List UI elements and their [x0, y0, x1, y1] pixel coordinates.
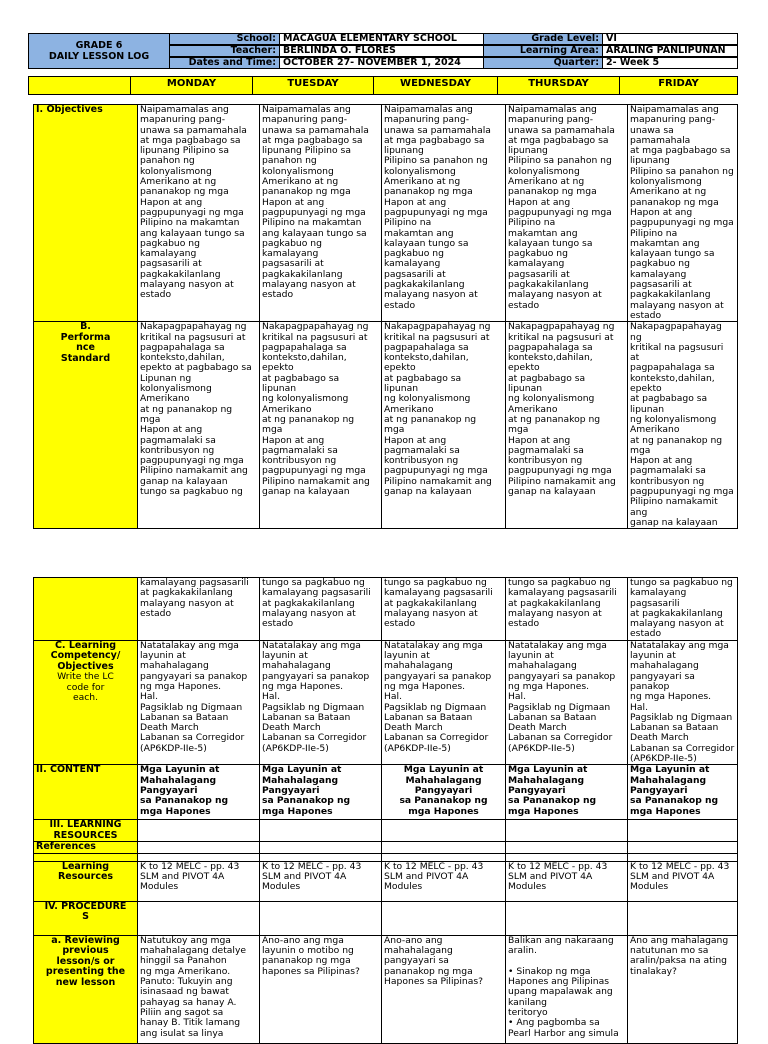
learning-resources-thursday: K to 12 MELC - pp. 43 SLM and PIVOT 4A Modules: [506, 861, 628, 901]
objectives-monday: Naipamamalas ang mapanuring pang- unawa sa pamamahala at mga pagbabago sa lipunang Pilipino sa panahon ng kolonyalismong Amerikano at ng pananakop ng mga Hapon at ang pagpupunyagi ng mga Pilipino na makamtan ang kalayaan tungo sa pagkabuo ng kamalayang pagsasarili at pagkakakilanlang malayang nasyon at estado: [138, 105, 260, 322]
competency-text: Natatalakay ang mga layunin at mahahalagang pangyayari sa panakop ng mga Hapones. Hal. Pagsiklab ng Digmaan Labanan sa Bataan Death March Labanan sa Corregidor: [384, 639, 492, 744]
competency-tuesday: [260, 640, 382, 765]
performance-label: B. Performa nce Standard: [34, 322, 138, 529]
school-label: School:: [170, 33, 280, 45]
empty-cell: [628, 820, 738, 842]
reviewing-thursday: Balikan ang nakaraang aralin. • Sinakop ng mga Hapones ang Pilipinas upang mapalawak ang kanilang teritoryo • Ang pagbomba sa Pearl Harbor ang simula: [506, 935, 628, 1043]
objectives-row: [34, 105, 738, 322]
content-monday: Mga Layunin at Mahahalagang Pangyayari sa Pananakop ng mga Hapones: [138, 765, 260, 820]
competency-text: Natatalakay ang mga layunin at mahahalagang pangyayari sa panakop ng mga Hapones. Hal. Pagsiklab ng Digmaan Labanan sa Bataan Death March Labanan sa Corregidor: [262, 639, 370, 744]
reviewing-friday: Ano ang mahalagang natutunan mo sa aralin/paksa na ating tinalakay?: [628, 935, 738, 1043]
teacher-label: Teacher:: [170, 45, 280, 57]
continuation-row: [34, 578, 738, 641]
content-tuesday: Mga Layunin at Mahahalagang Pangyayari sa Pananakop ng mga Hapones: [260, 765, 382, 820]
objectives-tuesday: Naipamamalas ang mapanuring pang- unawa sa pamamahala at mga pagbabago sa lipunang Pilipino sa panahon ng kolonyalismong Amerikano at ng pananakop ng mga Hapon at ang pagpupunyagi ng mga Pilipino na makamtan ang kalayaan tungo sa pagkabuo ng kamalayang pagsasarili at pagkakakilanlang malayang nasyon at estado: [260, 105, 382, 322]
content-label: II. CONTENT: [34, 765, 138, 820]
competency-text: Natatalakay ang mga layunin at mahahalagang pangyayari sa panakop ng mga Hapones. Hal. Pagsiklab ng Digmaan Labanan sa Bataan Death March Labanan sa Corregidor: [630, 639, 735, 754]
competency-label: C. Learning Competency/ Objectives: [50, 639, 121, 672]
empty-cell: [382, 842, 506, 854]
competency-text: Natatalakay ang mga layunin at mahahalagang pangyayari sa panakop ng mga Hapones. Hal. Pagsiklab ng Digmaan Labanan sa Bataan Death March Labanan sa Corregidor: [508, 639, 616, 744]
day-thursday: THURSDAY: [497, 77, 619, 94]
references-row: [34, 842, 738, 854]
competency-code: (AP6KDP-IIe-5): [384, 742, 451, 754]
empty-cell: [628, 842, 738, 854]
continuation-tuesday: tungo sa pagkabuo ng kamalayang pagsasarili at pagkakakilanlang malayang nasyon at estado: [260, 578, 382, 641]
performance-thursday: Nakapagpapahayag ng kritikal na pagsusuri at pagpapahalaga sa konteksto,dahilan, epekto at pagbabago sa lipunan ng kolonyalismong Amerikano at ng pananakop ng mga Hapon at ang pagmamalaki sa kontribusyon ng pagpupunyagi ng mga Pilipino namakamit ang ganap na kalayaan: [506, 322, 628, 529]
competency-code: (AP6KDP-IIe-5): [140, 742, 207, 754]
empty-cell: [138, 842, 260, 854]
competency-note: Write the LC code for each.: [57, 671, 114, 704]
competency-row: [34, 640, 738, 765]
learning-resources-wednesday: K to 12 MELC - pp. 43 SLM and PIVOT 4A Modules: [382, 861, 506, 901]
reviewing-label: a. Reviewing previous lesson/s or presenting the new lesson: [34, 935, 138, 1043]
day-monday: MONDAY: [130, 77, 252, 94]
teacher-value: BERLINDA O. FLORES: [280, 45, 484, 57]
references-label: References: [34, 842, 138, 854]
reviewing-wednesday: Ano-ano ang mahahalagang pangyayari sa pananakop ng mga Hapones sa Pilipinas?: [382, 935, 506, 1043]
quarter-value: 2- Week 5: [603, 57, 738, 69]
competency-text: Natatalakay ang mga layunin at mahahalagang pangyayari sa panakop ng mga Hapones. Hal. Pagsiklab ng Digmaan Labanan sa Bataan Death March Labanan sa Corregidor: [140, 639, 248, 744]
empty-cell: [138, 820, 260, 842]
learning-area-value: ARALING PANLIPUNAN: [603, 45, 738, 57]
reviewing-tuesday: Ano-ano ang mga layunin o motibo ng pananakop ng mga hapones sa Pilipinas?: [260, 935, 382, 1043]
learning-resources-monday: K to 12 MELC - pp. 43 SLM and PIVOT 4A Modules: [138, 861, 260, 901]
quarter-label: Quarter:: [484, 57, 603, 69]
school-value: MACAGUA ELEMENTARY SCHOOL: [280, 33, 484, 45]
resources-label: III. LEARNING RESOURCES: [34, 820, 138, 842]
procedures-row: [34, 901, 738, 935]
learning-resources-row: [34, 861, 738, 901]
performance-monday: Nakapagpapahayag ng kritikal na pagsusuri at pagpapahalaga sa konteksto,dahilan, epekto at pagbabago sa Lipunan ng kolonyalismong Amerikano at ng pananakop ng mga Hapon at ang pagmamalaki sa kontribusyon ng pagpupunyagi ng mga Pilipino namakamit ang ganap na kalayaan tungo sa pagkabuo ng: [138, 322, 260, 529]
grade-title-box: [28, 33, 170, 69]
empty-cell: [506, 901, 628, 935]
grade-title: GRADE 6: [75, 40, 123, 51]
empty-cell: [382, 820, 506, 842]
day-friday: FRIDAY: [619, 77, 737, 94]
competency-code: (AP6KDP-IIe-5): [630, 753, 697, 765]
reviewing-row: [34, 935, 738, 1043]
content-row: [34, 765, 738, 820]
competency-code: (AP6KDP-IIe-5): [262, 742, 329, 754]
empty-cell: [628, 901, 738, 935]
grade-level-value: VI: [603, 33, 738, 45]
competency-thursday: [506, 640, 628, 765]
header-row-dates: [170, 57, 738, 69]
continuation-friday: tungo sa pagkabuo ng kamalayang pagsasarili at pagkakakilanlang malayang nasyon at estado: [628, 578, 738, 641]
empty-cell: [382, 901, 506, 935]
learning-area-label: Learning Area:: [484, 45, 603, 57]
day-header-blank: [29, 77, 130, 94]
content-thursday: Mga Layunin at Mahahalagang Pangyayari sa Pananakop ng mga Hapones: [506, 765, 628, 820]
procedures-label: IV. PROCEDURE S: [34, 901, 138, 935]
content-friday: Mga Layunin at Mahahalagang Pangyayari sa Pananakop ng mga Hapones: [628, 765, 738, 820]
performance-friday: Nakapagpapahayag ng kritikal na pagsusuri at pagpapahalaga sa konteksto,dahilan, epekto at pagbabago sa lipunan ng kolonyalismong Amerikano at ng pananakop ng mga Hapon at ang pagmamalaki sa kontribusyon ng pagpupunyagi ng mga Pilipino namakamit ang ganap na kalayaan: [628, 322, 738, 529]
continuation-monday: kamalayang pagsasarili at pagkakakilanlang malayang nasyon at estado: [138, 578, 260, 641]
continuation-label: [34, 578, 138, 641]
day-header-row: [28, 76, 738, 95]
empty-cell: [506, 820, 628, 842]
empty-cell: [138, 901, 260, 935]
learning-resources-label: Learning Resources: [34, 861, 138, 901]
day-tuesday: TUESDAY: [252, 77, 373, 94]
empty-cell: [260, 901, 382, 935]
reviewing-monday: Natutukoy ang mga mahahalagang detalye hinggil sa Panahon ng mga Amerikano. Panuto: Tukuyin ang isinasaad ng bawat pahayag sa hanay A. Piliin ang sagot sa hanay B. Titik lamang ang isulat sa linya: [138, 935, 260, 1043]
content-wednesday: Mga Layunin at Mahahalagang Pangyayari sa Pananakop ng mga Hapones: [382, 765, 506, 820]
objectives-wednesday: Naipamamalas ang mapanuring pang- unawa sa pamamahala at mga pagbabago sa lipunang Pilipino sa panahon ng kolonyalismong Amerikano at ng pananakop ng mga Hapon at ang pagpupunyagi ng mga Pilipino na makamtan ang kalayaan tungo sa pagkabuo ng kamalayang pagsasarili at pagkakakilanlang malayang nasyon at estado: [382, 105, 506, 322]
performance-tuesday: Nakapagpapahayag ng kritikal na pagsusuri at pagpapahalaga sa konteksto,dahilan, epekto at pagbabago sa lipunan ng kolonyalismong Amerikano at ng pananakop ng mga Hapon at ang pagmamalaki sa kontribusyon ng pagpupunyagi ng mga Pilipino namakamit ang ganap na kalayaan: [260, 322, 382, 529]
competency-monday: [138, 640, 260, 765]
performance-row: [34, 322, 738, 529]
performance-wednesday: Nakapagpapahayag ng kritikal na pagsusuri at pagpapahalaga sa konteksto,dahilan, epekto at pagbabago sa lipunan ng kolonyalismong Amerikano at ng pananakop ng mga Hapon at ang pagmamalaki sa kontribusyon ng pagpupunyagi ng mga Pilipino namakamit ang ganap na kalayaan: [382, 322, 506, 529]
dates-value: OCTOBER 27- NOVEMBER 1, 2024: [280, 57, 484, 69]
competency-wednesday: [382, 640, 506, 765]
resources-row: [34, 820, 738, 842]
learning-resources-tuesday: K to 12 MELC - pp. 43 SLM and PIVOT 4A Modules: [260, 861, 382, 901]
day-wednesday: WEDNESDAY: [373, 77, 497, 94]
grade-level-label: Grade Level:: [484, 33, 603, 45]
objectives-label: I. Objectives: [34, 105, 138, 322]
header-row-school: [170, 33, 738, 45]
lesson-table-page-1: [33, 104, 738, 529]
learning-resources-friday: K to 12 MELC - pp. 43 SLM and PIVOT 4A Modules: [628, 861, 738, 901]
competency-code: (AP6KDP-IIe-5): [508, 742, 575, 754]
continuation-wednesday: tungo sa pagkabuo ng kamalayang pagsasarili at pagkakakilanlang malayang nasyon at estado: [382, 578, 506, 641]
competency-label-cell: [34, 640, 138, 765]
objectives-friday: Naipamamalas ang mapanuring pang- unawa sa pamamahala at mga pagbabago sa lipunang Pilipino sa panahon ng kolonyalismong Amerikano at ng pananakop ng mga Hapon at ang pagpupunyagi ng mga Pilipino na makamtan ang kalayaan tungo sa pagkabuo ng kamalayang pagsasarili at pagkakakilanlang malayang nasyon at estado: [628, 105, 738, 322]
empty-cell: [260, 842, 382, 854]
competency-friday: [628, 640, 738, 765]
lesson-table-page-2: [33, 577, 738, 1044]
empty-cell: [506, 842, 628, 854]
empty-cell: [260, 820, 382, 842]
dates-label: Dates and Time:: [170, 57, 280, 69]
objectives-thursday: Naipamamalas ang mapanuring pang- unawa sa pamamahala at mga pagbabago sa lipunang Pilipino sa panahon ng kolonyalismong Amerikano at ng pananakop ng mga Hapon at ang pagpupunyagi ng mga Pilipino na makamtan ang kalayaan tungo sa pagkabuo ng kamalayang pagsasarili at pagkakakilanlang malayang nasyon at estado: [506, 105, 628, 322]
continuation-thursday: tungo sa pagkabuo ng kamalayang pagsasarili at pagkakakilanlang malayang nasyon at estado: [506, 578, 628, 641]
header-row-teacher: [170, 45, 738, 57]
log-title: DAILY LESSON LOG: [48, 51, 150, 62]
